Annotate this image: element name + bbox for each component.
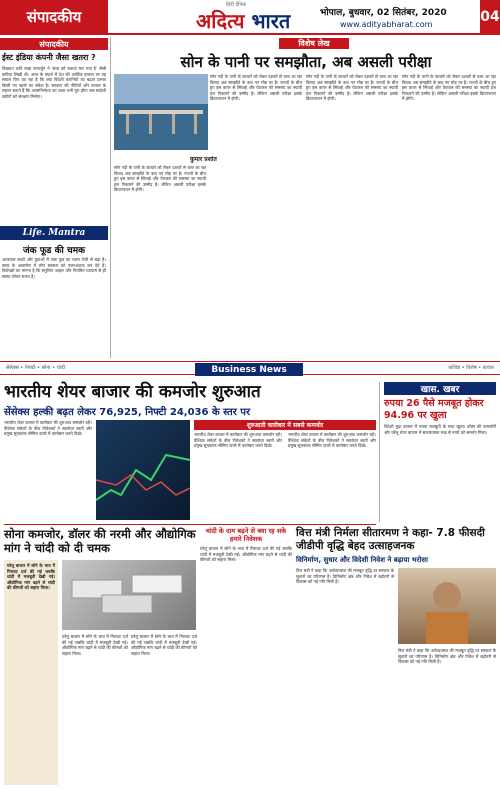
life-mantra-tag: Life. Mantra <box>0 226 108 240</box>
special-article-tag: विशेष लेख <box>279 38 349 49</box>
main-body-col2: सोन नदी के पानी के बंटवारे को लेकर दशकों से चला आ रहा विवाद अब समझौते के बाद नए मोड़ पर है। राज्यों के बीच हुए इस करार से सिंचाई और पेयजल की समस्या का स्थायी हल निकलने की उम्मीद है। लेकिन असली परीक्षा इसके क्रियान्वयन में होगी। <box>210 74 302 102</box>
business-subhead: सेंसेक्स हल्की बढ़त लेकर 76,925, निफ्टी 24,036 के स्तर पर <box>4 407 251 418</box>
silver-bars-photo <box>62 560 196 630</box>
stock-market-photo <box>96 420 190 520</box>
editorial-tag: संपादकीय <box>0 38 108 50</box>
website-url[interactable]: www.adityabharat.com <box>340 20 433 29</box>
business-body-col3: भारतीय शेयर बाजार में कारोबार की शुरुआत कमजोर रही। वैश्विक संकेतों के बीच निवेशकों ने सतर्कता बरती और प्रमुख सूचकांक सीमित दायरे में कारोबार करते दिखे। <box>288 432 376 449</box>
column-divider-right <box>379 382 380 522</box>
section-rule <box>4 524 376 525</box>
issue-date: भोपाल, बुधवार, 02 सितंबर, 2020 <box>320 8 447 18</box>
life-headline: जंक फूड की चमक <box>23 246 85 256</box>
business-headline: भारतीय शेयर बाजार की कमजोर शुरुआत <box>4 382 261 402</box>
strip-left-info: सेंसेक्स • निफ्टी • सोना • चांदी <box>6 365 66 371</box>
silver-summary-box <box>4 560 58 785</box>
logo-part-b: भारत <box>251 9 291 33</box>
logo-part-a: अदित्य <box>196 9 245 33</box>
silver-side-body: घरेलू बाजार में सोने के भाव में गिरावट दर्ज की गई जबकि चांदी में मजबूती देखी गई। औद्योगिक मांग बढ़ने से चांदी की कीमतों को सहारा मिला। <box>200 546 292 563</box>
fm-body-col1: वित्त मंत्री ने कहा कि अर्थव्यवस्था की मजबूत वृद्धि दर सरकार के सुधारों का परिणाम है। विनिर्माण क्षेत्र और निवेश में बढ़ोतरी से विकास को नई गति मिली है। <box>296 568 394 585</box>
main-headline: सोन के पानी पर समझौता, अब असली परीक्षा <box>180 53 432 71</box>
silver-summary-text: घरेलू बाजार में सोने के भाव में गिरावट दर्ज की गई जबकि चांदी में मजबूती देखी गई। औद्योगिक मांग बढ़ने से चांदी की कीमतों को सहारा मिला। <box>7 563 55 591</box>
khas-headline: रुपया 26 पैसे मजबूत होकर 94.96 पर खुला <box>384 398 484 421</box>
column-divider <box>110 38 111 358</box>
main-body-col3: सोन नदी के पानी के बंटवारे को लेकर दशकों से चला आ रहा विवाद अब समझौते के बाद नए मोड़ पर है। राज्यों के बीच हुए इस करार से सिंचाई और पेयजल की समस्या का स्थायी हल निकलने की उम्मीद है। लेकिन असली परीक्षा इसके क्रियान्वयन में होगी। <box>306 74 398 102</box>
newspaper-logo <box>196 2 306 32</box>
strip-right-info: कोविड • विशेष • बाजार <box>448 365 494 371</box>
khas-body: विदेशी मुद्रा बाजार में रुपया मजबूती के साथ खुला। डॉलर की कमजोरी और घरेलू शेयर बाजार में सकारात्मक रुख से रुपये को समर्थन मिला। <box>384 424 496 435</box>
life-body: आजकल बच्चों और युवाओं में जंक फूड का चलन तेजी से बढ़ा है। स्वाद के आकर्षण में लोग स्वास्थ्य को नजरअंदाज कर देते हैं। विशेषज्ञों का मानना है कि संतुलित आहार और नियमित व्यायाम से ही स्वस्थ जीवन संभव है। <box>2 257 106 279</box>
silver-body-col2: घरेलू बाजार में सोने के भाव में गिरावट दर्ज की गई जबकि चांदी में मजबूती देखी गई। औद्योगिक मांग बढ़ने से चांदी की कीमतों को सहारा मिला। <box>131 634 197 656</box>
editorial-headline: ईस्ट इंडिया कंपनी जैसा खतरा ? <box>2 53 96 62</box>
main-body-col1: सोन नदी के पानी के बंटवारे को लेकर दशकों से चला आ रहा विवाद अब समझौते के बाद नए मोड़ पर है। राज्यों के बीच हुए इस करार से सिंचाई और पेयजल की समस्या का स्थायी हल निकलने की उम्मीद है। लेकिन असली परीक्षा इसके क्रियान्वयन में होगी। <box>114 165 206 193</box>
river-image-graphic <box>114 74 208 150</box>
author-name: कुमार प्रशांत <box>190 156 217 163</box>
business-kicker: शुरुआती कारोबार में सबसे कमजोर <box>194 420 376 430</box>
fm-headline: वित्त मंत्री निर्मला सीतारमण ने कहा- 7.8 फीसदी जीडीपी वृद्धि बेहद उत्साहजनक <box>296 527 485 552</box>
silver-bars-graphic <box>62 560 196 630</box>
business-news-tag: Business News <box>195 363 303 376</box>
business-body-col2: भारतीय शेयर बाजार में कारोबार की शुरुआत कमजोर रही। वैश्विक संकेतों के बीच निवेशकों ने सतर्कता बरती और प्रमुख सूचकांक सीमित दायरे में कारोबार करते दिखे। <box>194 432 282 449</box>
logo-text <box>196 7 290 34</box>
section-label: संपादकीय <box>0 0 108 33</box>
silver-side-headline: चांदी के दाम बढ़ने से क्या रह सके हमारे निवेशक <box>205 527 287 543</box>
silver-headline: सोना कमजोर, डॉलर की नरमी और औद्योगिक मांग ने चांदी को दी चमक <box>4 527 196 555</box>
page-number: 04 <box>480 0 500 33</box>
fm-subhead: विनिर्माण, सुधार और विदेशी निवेश ने बढ़ाया भरोसा <box>296 556 428 564</box>
top-rule <box>0 33 500 35</box>
silver-body-col1: घरेलू बाजार में सोने के भाव में गिरावट दर्ज की गई जबकि चांदी में मजबूती देखी गई। औद्योगिक मांग बढ़ने से चांदी की कीमतों को सहारा मिला। <box>62 634 128 656</box>
person-graphic <box>398 568 496 644</box>
main-body-col4: सोन नदी के पानी के बंटवारे को लेकर दशकों से चला आ रहा विवाद अब समझौते के बाद नए मोड़ पर है। राज्यों के बीच हुए इस करार से सिंचाई और पेयजल की समस्या का स्थायी हल निकलने की उम्मीद है। लेकिन असली परीक्षा इसके क्रियान्वयन में होगी। <box>402 74 496 102</box>
logo-tagline: हिंदी दैनिक <box>226 2 247 8</box>
business-body-col1: भारतीय शेयर बाजार में कारोबार की शुरुआत कमजोर रही। वैश्विक संकेतों के बीच निवेशकों ने सतर्कता बरती और प्रमुख सूचकांक सीमित दायरे में कारोबार करते दिखे। <box>4 420 92 437</box>
finance-minister-photo <box>398 568 496 644</box>
editorial-body: विख्यात कवि बाबा नागार्जुन ने 'सत्य को लकवा मार गया है' जैसी कविता लिखी थी। आज के संदर्भ में देश की आर्थिक हालात पर यह सवाल फिर उठ रहा है कि क्या विदेशी कंपनियों का बढ़ता प्रभाव किसी नए खतरे का संकेत है। सरकार की नीतियों और बाजार के रुझान बताते हैं कि आत्मनिर्भरता का लक्ष्य तभी पूरा होगा जब स्वदेशी उद्योगों को संरक्षण मिलेगा। <box>2 66 106 99</box>
khas-khabar-tag: खास. खबर <box>384 382 496 395</box>
river-photo <box>114 74 208 150</box>
fm-body-col2: वित्त मंत्री ने कहा कि अर्थव्यवस्था की मजबूत वृद्धि दर सरकार के सुधारों का परिणाम है। विनिर्माण क्षेत्र और निवेश में बढ़ोतरी से विकास को नई गति मिली है। <box>398 648 496 665</box>
stock-chart-graphic <box>96 420 190 520</box>
